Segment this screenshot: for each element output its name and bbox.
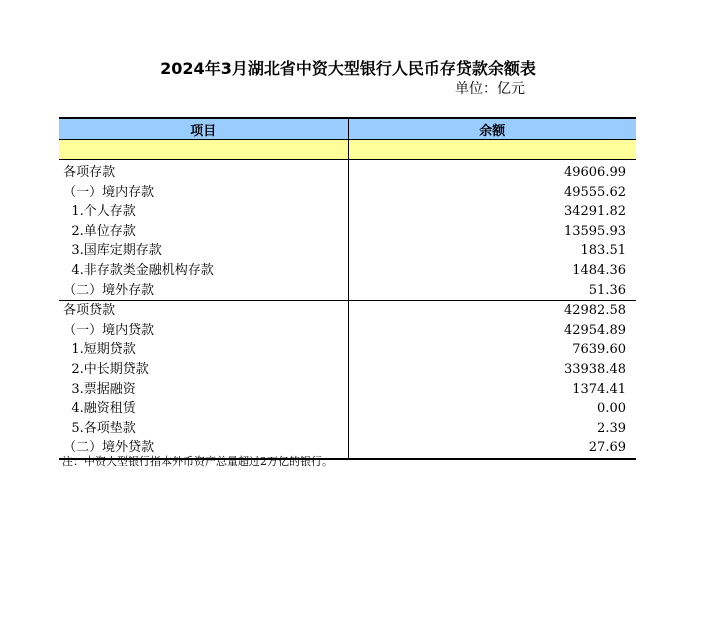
row-value: 49555.62 — [563, 184, 626, 200]
table-row — [59, 222, 636, 242]
header-row — [59, 118, 636, 140]
table-row — [59, 321, 636, 341]
row-value: 49606.99 — [563, 165, 626, 180]
table-row — [59, 202, 636, 222]
row-label: （二）境外贷款 — [59, 438, 348, 459]
row-value: 27.69 — [348, 438, 636, 459]
row-value: 33938.48 — [563, 361, 626, 377]
table-row — [59, 419, 636, 439]
unit-label: 单位：亿元 — [455, 81, 525, 97]
footnote: 注：中资大型银行指本外币资产总量超过2万亿的银行。 — [62, 455, 333, 468]
balance-table — [59, 117, 636, 460]
row-label: 2.中长期贷款 — [59, 360, 348, 380]
table-row — [59, 281, 636, 301]
table-row — [59, 380, 636, 400]
row-label: （一）境内存款 — [59, 183, 348, 203]
table-row — [59, 183, 636, 203]
row-value: 1484.36 — [572, 262, 626, 278]
table-row — [59, 261, 636, 281]
row-label: （一）境内贷款 — [59, 321, 348, 341]
table-row — [59, 340, 636, 360]
row-label: 1.个人存款 — [59, 202, 348, 222]
page-title: 2024年3月湖北省中资大型银行人民币存贷款余额表 — [160, 59, 536, 78]
row-value: 0.00 — [597, 401, 626, 417]
column-header-item: 项目 — [59, 118, 348, 140]
table-row — [59, 241, 636, 261]
row-label: 2.单位存款 — [59, 222, 348, 242]
table-row — [59, 301, 636, 321]
row-label: 3.票据融资 — [59, 380, 348, 400]
row-label: 5.各项垫款 — [59, 419, 348, 439]
table-row — [59, 360, 636, 380]
header-band — [59, 140, 636, 160]
row-value: 34291.82 — [563, 204, 626, 220]
row-label: 4.非存款类金融机构存款 — [59, 261, 348, 281]
table-row — [59, 399, 636, 419]
row-label: 各项存款 — [59, 163, 348, 183]
row-label: 各项贷款 — [59, 301, 348, 321]
column-header-balance: 余额 — [348, 118, 636, 140]
row-value: 13595.93 — [563, 223, 626, 239]
row-label: 3.国库定期存款 — [59, 241, 348, 261]
row-value: 1374.41 — [572, 381, 626, 397]
row-value: 7639.60 — [572, 342, 626, 358]
row-value: 51.36 — [348, 281, 636, 301]
row-value: 42982.58 — [563, 303, 626, 319]
row-label: 1.短期贷款 — [59, 340, 348, 360]
row-value: 42954.89 — [563, 322, 626, 338]
table-row — [59, 163, 636, 183]
row-value: 183.51 — [580, 243, 626, 259]
row-label: 4.融资租赁 — [59, 399, 348, 419]
row-label: （二）境外存款 — [59, 281, 348, 301]
row-value: 2.39 — [597, 420, 626, 436]
